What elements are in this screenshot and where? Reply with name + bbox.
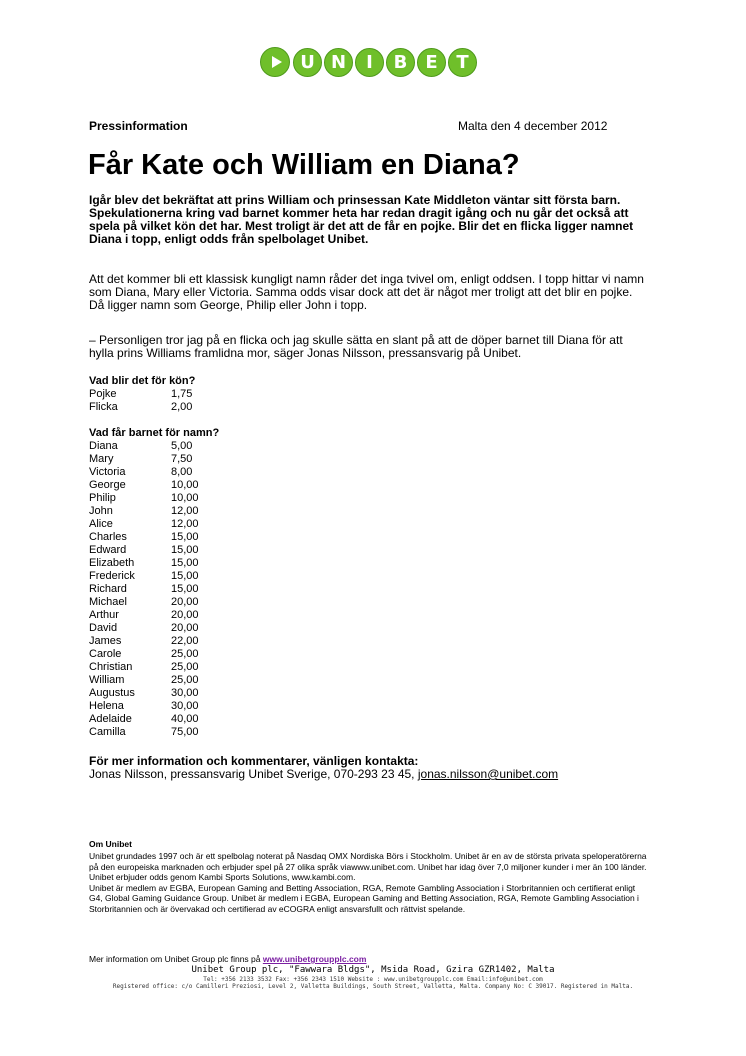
odds-value: 1,75 [171, 388, 193, 400]
odds-name: Philip [89, 492, 116, 504]
table-row [89, 661, 221, 674]
odds-name: Adelaide [89, 713, 132, 725]
table-row [89, 648, 221, 661]
table-row [89, 687, 221, 700]
contact-line [89, 767, 558, 781]
table-row [89, 388, 221, 401]
odds-value: 25,00 [171, 674, 199, 686]
table-row [89, 466, 221, 479]
odds-value: 8,00 [171, 466, 193, 478]
odds-name: Helena [89, 700, 124, 712]
odds-name: James [89, 635, 122, 647]
odds-name: Richard [89, 583, 127, 595]
odds-name: Augustus [89, 687, 135, 699]
odds-value: 20,00 [171, 596, 199, 608]
lead-paragraph: Igår blev det bekräftat att prins William och prinsessan Kate Middleton väntar sitt första barn. Spekulationerna kring vad barnet kommer heta har redan dragit igång och nu går det också att spela på vilket kön det har. Mest troligt är det att de får en pojke. Blir det en flicka ligger namnet Diana i topp, enligt odds från spelbolaget Unibet. [89, 193, 634, 246]
page-title: Får Kate och William en Diana? [88, 149, 520, 181]
body-paragraph-1: Att det kommer bli ett klassisk kungligt namn råder det inga tvivel om, enligt oddsen. I topp hittar vi namn som Diana, Mary eller Victoria. Samma odds visar dock att det är något mer troligt att det blir en pojke. Då ligger namn som George, Philip eller John i topp. [89, 272, 644, 312]
odds-value: 12,00 [171, 518, 199, 530]
table-row [89, 700, 221, 713]
contact-email-link[interactable]: jonas.nilsson@unibet.com [417, 767, 559, 781]
footer-registered-office: Registered office: c/o Camilleri Preziosi, Level 2, Valletta Buildings, South Street, Valletta, Malta. Company No: C 39017. Registered in Malta. [112, 983, 634, 990]
odds-value: 5,00 [171, 440, 193, 452]
table-row [89, 492, 221, 505]
odds-name: Michael [89, 596, 127, 608]
odds-value: 15,00 [171, 531, 199, 543]
odds-value: 25,00 [171, 661, 199, 673]
logo-letter: U [293, 48, 322, 77]
odds-value: 15,00 [171, 570, 199, 582]
about-paragraph-2: Unibet är medlem av EGBA, European Gaming and Betting Association, RGA, Remote Gambling Association i Storbritannien och certifierat enligt G4, Global Gaming Guidance Group. Unibet är medlem i EGBA, European Gaming and Betting Association, RGA, Remote Gambling Association i Storbritannien och är övervakad och certifierad av eCOGRA enligt ansvarsfullt och rättvist spelande. [89, 882, 639, 914]
odds-value: 2,00 [171, 401, 193, 413]
odds-value: 15,00 [171, 583, 199, 595]
table-row [89, 635, 221, 648]
odds-name: Carole [89, 648, 122, 660]
odds-name: George [89, 479, 126, 491]
table-row [89, 440, 221, 453]
logo-letter: B [386, 48, 415, 77]
play-icon [260, 47, 290, 77]
table-row [89, 609, 221, 622]
odds-value: 75,00 [171, 726, 199, 738]
press-date: Malta den 4 december 2012 [458, 119, 608, 133]
odds-value: 25,00 [171, 648, 199, 660]
table-row [89, 713, 221, 726]
odds-name: Pojke [89, 388, 117, 400]
table-row [89, 505, 221, 518]
odds-name: David [89, 622, 118, 634]
odds-name: Frederick [89, 570, 135, 582]
gender-odds-title: Vad blir det för kön? [89, 375, 196, 387]
group-info-text: Mer information om Unibet Group plc finns på [89, 954, 263, 964]
odds-value: 15,00 [171, 557, 199, 569]
about-paragraph-1: Unibet grundades 1997 och är ett spelbolag noterat på Nasdaq OMX Nordiska Börs i Stockholm. Unibet är en av de största privata speloperatörerna på den europeiska marknaden och erbjuder spel på 27 olika språk viawww.unibet.com. Unibet har idag över 7,0 miljoner kunder i mer än 100 länder. Unibet erbjuder odds genom Kambi Sports Solutions, www.kambi.com. [89, 851, 647, 882]
odds-name: William [89, 674, 125, 686]
table-row [89, 479, 221, 492]
odds-value: 7,50 [171, 453, 193, 465]
logo-letter: E [417, 48, 446, 77]
table-row [89, 570, 221, 583]
odds-name: Charles [89, 531, 127, 543]
odds-name: Diana [89, 440, 118, 452]
press-label: Pressinformation [89, 119, 188, 133]
table-row [89, 531, 221, 544]
odds-value: 15,00 [171, 544, 199, 556]
odds-name: Elizabeth [89, 557, 135, 569]
name-odds-title: Vad får barnet för namn? [89, 427, 220, 439]
odds-value: 22,00 [171, 635, 199, 647]
logo-letter: T [448, 48, 477, 77]
odds-value: 40,00 [171, 713, 199, 725]
odds-value: 20,00 [171, 622, 199, 634]
odds-name: Camilla [89, 726, 126, 738]
footer-contact-details: Tel: +356 2133 3532 Fax: +356 2343 1510 Website : www.unibetgroupplc.com Email:info@unibet.com [203, 976, 543, 983]
contact-title: För mer information och kommentarer, vänligen kontakta: [89, 754, 419, 768]
table-row [89, 583, 221, 596]
odds-name: Christian [89, 661, 133, 673]
table-row [89, 557, 221, 570]
name-odds-table [89, 440, 221, 739]
contact-text: Jonas Nilsson, pressansvarig Unibet Sverige, 070-293 23 45, [89, 767, 418, 781]
group-website-link[interactable]: www.unibetgroupplc.com [262, 954, 367, 964]
table-row [89, 401, 221, 414]
odds-name: Alice [89, 518, 113, 530]
table-row [89, 544, 221, 557]
odds-name: Flicka [89, 401, 118, 413]
odds-value: 10,00 [171, 479, 199, 491]
gender-odds-table [89, 388, 221, 414]
logo-letter: N [324, 48, 353, 77]
odds-name: Edward [89, 544, 127, 556]
odds-name: John [89, 505, 113, 517]
table-row [89, 596, 221, 609]
unibet-logo [260, 46, 479, 78]
table-row [89, 726, 221, 739]
odds-name: Arthur [89, 609, 119, 621]
odds-value: 30,00 [171, 687, 199, 699]
about-title: Om Unibet [89, 839, 132, 849]
table-row [89, 622, 221, 635]
odds-name: Mary [89, 453, 114, 465]
body-paragraph-2: – Personligen tror jag på en flicka och jag skulle sätta en slant på att de döper barnet till Diana för att hylla prins Williams framlidna mor, säger Jonas Nilsson, pressansvarig på Unibet. [89, 333, 623, 360]
odds-value: 30,00 [171, 700, 199, 712]
odds-name: Victoria [89, 466, 126, 478]
odds-value: 12,00 [171, 505, 199, 517]
odds-value: 20,00 [171, 609, 199, 621]
logo-letter: I [355, 48, 384, 77]
about-body [89, 851, 649, 914]
odds-value: 10,00 [171, 492, 199, 504]
group-info-line [89, 954, 366, 964]
footer-address: Unibet Group plc, "Fawwara Bldgs", Msida Road, Gzira GZR1402, Malta [191, 965, 555, 975]
table-row [89, 518, 221, 531]
table-row [89, 674, 221, 687]
table-row [89, 453, 221, 466]
